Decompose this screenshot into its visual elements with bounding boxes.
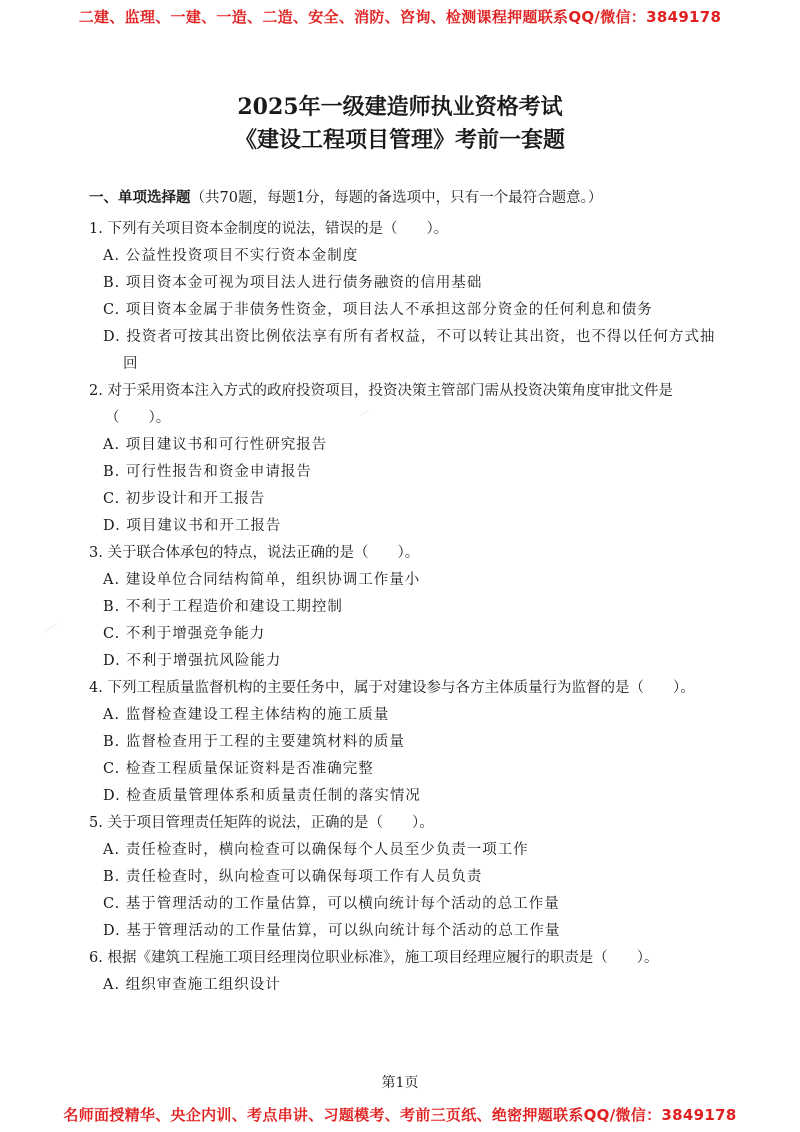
watermark-stamp: ····· (358, 408, 371, 419)
watermark-stamp: ········· (41, 620, 60, 637)
header-banner: 二建、监理、一建、一造、二造、安全、消防、咨询、检测课程押题联系QQ/微信：3849178 (78, 8, 722, 26)
option-d: D. 检查质量管理体系和质量责任制的落实情况 (103, 788, 421, 804)
question-1 (89, 216, 729, 378)
question-stem: 1. 下列有关项目资本金制度的说法，错误的是（ ）。 (89, 221, 449, 237)
option-d: D. 投资者可按其出资比例依法享有所有者权益，不可以转让其出资，也不得以任何方式抽回 (103, 329, 716, 372)
question-stem: 6. 根据《建筑工程施工项目经理岗位职业标准》，施工项目经理应履行的职责是（ ）。 (89, 950, 659, 966)
option-c: C. 基于管理活动的工作量估算，可以横向统计每个活动的总工作量 (103, 896, 560, 912)
option-a: A. 监督检查建设工程主体结构的施工质量 (103, 707, 390, 723)
question-list (89, 216, 729, 999)
question-3 (89, 540, 729, 675)
question-stem: 3. 关于联合体承包的特点，说法正确的是（ ）。 (89, 545, 420, 561)
option-b: B. 监督检查用于工程的主要建筑材料的质量 (103, 734, 405, 750)
section-title: 一、单项选择题 (89, 189, 191, 206)
option-b: B. 不利于工程造价和建设工期控制 (103, 599, 343, 615)
question-5 (89, 810, 729, 945)
question-4 (89, 675, 729, 810)
option-a: A. 责任检查时，横向检查可以确保每个人员至少负责一项工作 (103, 842, 529, 858)
option-a: A. 建设单位合同结构简单，组织协调工作量小 (103, 572, 421, 588)
option-a: A. 公益性投资项目不实行资本金制度 (103, 248, 359, 264)
section-instruction: （共70题，每题1分，每题的备选项中，只有一个最符合题意。） (190, 190, 603, 206)
option-b: B. 项目资本金可视为项目法人进行债务融资的信用基础 (103, 275, 483, 291)
option-d: D. 项目建议书和开工报告 (103, 518, 282, 534)
option-d: D. 不利于增强抗风险能力 (103, 653, 282, 669)
question-stem: 4. 下列工程质量监督机构的主要任务中，属于对建设参与各方主体质量行为监督的是（ ）。 (89, 680, 695, 696)
option-c: C. 检查工程质量保证资料是否准确完整 (103, 761, 374, 777)
question-2 (89, 378, 729, 540)
question-stem: 2. 对于采用资本注入方式的政府投资项目，投资决策主管部门需从投资决策角度审批文件是（ ）。 (89, 383, 673, 426)
section-heading (89, 186, 602, 207)
option-b: B. 可行性报告和资金申请报告 (103, 464, 312, 480)
question-6 (89, 945, 729, 999)
page-number: 第1页 (381, 1075, 419, 1091)
question-stem: 5. 关于项目管理责任矩阵的说法，正确的是（ ）。 (89, 815, 434, 831)
option-c: C. 初步设计和开工报告 (103, 491, 266, 507)
option-a: A. 组织审查施工组织设计 (103, 977, 281, 993)
option-c: C. 项目资本金属于非债务性资金，项目法人不承担这部分资金的任何利息和债务 (103, 302, 653, 318)
page-title: 2025年一级建造师执业资格考试 (237, 94, 563, 120)
footer-banner: 名师面授精华、央企内训、考点串讲、习题模考、考前三页纸、绝密押题联系QQ/微信：3849178 (63, 1106, 737, 1124)
option-c: C. 不利于增强竞争能力 (103, 626, 266, 642)
option-a: A. 项目建议书和可行性研究报告 (103, 437, 328, 453)
option-b: B. 责任检查时，纵向检查可以确保每项工作有人员负责 (103, 869, 483, 885)
option-d: D. 基于管理活动的工作量估算，可以纵向统计每个活动的总工作量 (103, 923, 561, 939)
page-subtitle: 《建设工程项目管理》考前一套题 (234, 127, 565, 153)
